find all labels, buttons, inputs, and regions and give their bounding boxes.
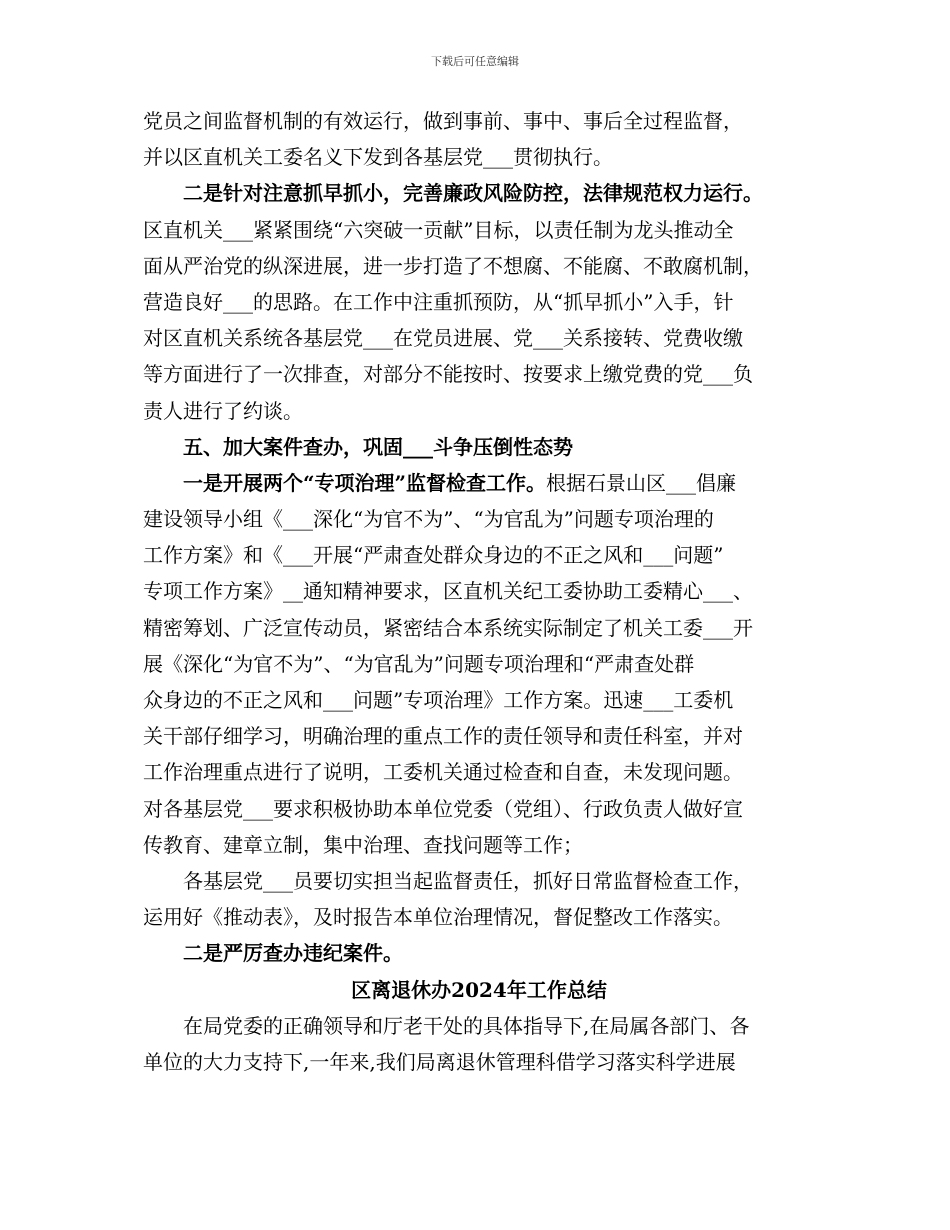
paragraph-line: 单位的大力支持下,一年来,我们局离退休管理科借学习落实科学进展 bbox=[143, 1049, 736, 1074]
paragraph-line: 工作治理重点进行了说明，工委机关通过检查和自查，未发现问题。 bbox=[143, 760, 743, 785]
paragraph-line: 区直机关___紧紧围绕“六突破一贡献”目标，以责任制为龙头推动全 bbox=[143, 217, 734, 242]
paragraph-lead-bold: 一是开展两个“专项治理”监督检查工作。 bbox=[183, 470, 547, 495]
paragraph-line: 众身边的不正之风和___问题”专项治理》工作方案。迅速___工委机 bbox=[143, 688, 734, 712]
document-body bbox=[143, 103, 815, 1080]
paragraph-line: 面从严治党的纵深进展，进一步打造了不想腐、不能腐、不敢腐机制， bbox=[143, 253, 763, 278]
paragraph-line: 运用好《推动表》，及时报告本单位治理情况，督促整改工作落实。 bbox=[143, 905, 733, 930]
paragraph-line: 在局党委的正确领导和厅老干处的具体指导下,在局属各部门、各 bbox=[183, 1013, 750, 1038]
paragraph-line: 工作方案》和《___开展“严肃查处群众身边的不正之风和___问题” bbox=[143, 543, 724, 568]
paragraph-line: 精密筹划、广泛宣传动员，紧密结合本系统实际制定了机关工委___开 bbox=[143, 615, 753, 640]
paragraph-line: 党员之间监督机制的有效运行，做到事前、事中、事后全过程监督， bbox=[143, 109, 743, 133]
paragraph-line: 专项工作方案》__通知精神要求，区直机关纪工委协助工委精心___、 bbox=[143, 579, 753, 604]
paragraph-line: 并以区直机关工委名义下发到各基层党___贯彻执行。 bbox=[143, 145, 613, 170]
paragraph-line: 等方面进行了一次排查，对部分不能按时、按要求上缴党费的党___负 bbox=[143, 362, 753, 387]
paragraph-line: 展《深化“为官不为”、“为官乱为”问题专项治理和“严肃查处群 bbox=[143, 651, 695, 676]
paragraph-line: 对区直机关系统各基层党___在党员进展、党___关系接转、党费收缴 bbox=[143, 326, 743, 351]
paragraph-line: 关干部仔细学习，明确治理的重点工作的责任领导和责任科室，并对 bbox=[143, 724, 743, 749]
paragraph-heading: 二是严厉查办违纪案件。 bbox=[183, 941, 403, 966]
page-header: 下载后可任意编辑 bbox=[431, 55, 519, 68]
paragraph-lead-rest: 根据石景山区___倡廉 bbox=[546, 470, 737, 495]
paragraph-line: 对各基层党___要求积极协助本单位党委（党组）、行政负责人做好宣 bbox=[143, 796, 743, 821]
paragraph-line: 责人进行了约谈。 bbox=[143, 398, 303, 423]
paragraph-line-mixed bbox=[143, 465, 815, 501]
section-title: 区离退休办2024年工作总结 bbox=[351, 977, 607, 1002]
section-heading: 五、加大案件查办，巩固___斗争压倒性态势 bbox=[183, 434, 573, 459]
paragraph-line: 营造良好___的思路。在工作中注重抓预防，从“抓早抓小”入手，针 bbox=[143, 289, 734, 314]
paragraph-heading: 二是针对注意抓早抓小，完善廉政风险防控，法律规范权力运行。 bbox=[183, 181, 763, 206]
paragraph-line: 传教育、建章立制，集中治理、查找问题等工作； bbox=[143, 832, 583, 857]
paragraph-line: 建设领导小组《___深化“为官不为”、“为官乱为”问题专项治理的 bbox=[143, 507, 714, 532]
paragraph-line: 各基层党___员要切实担当起监督责任，抓好日常监督检查工作， bbox=[183, 868, 753, 893]
